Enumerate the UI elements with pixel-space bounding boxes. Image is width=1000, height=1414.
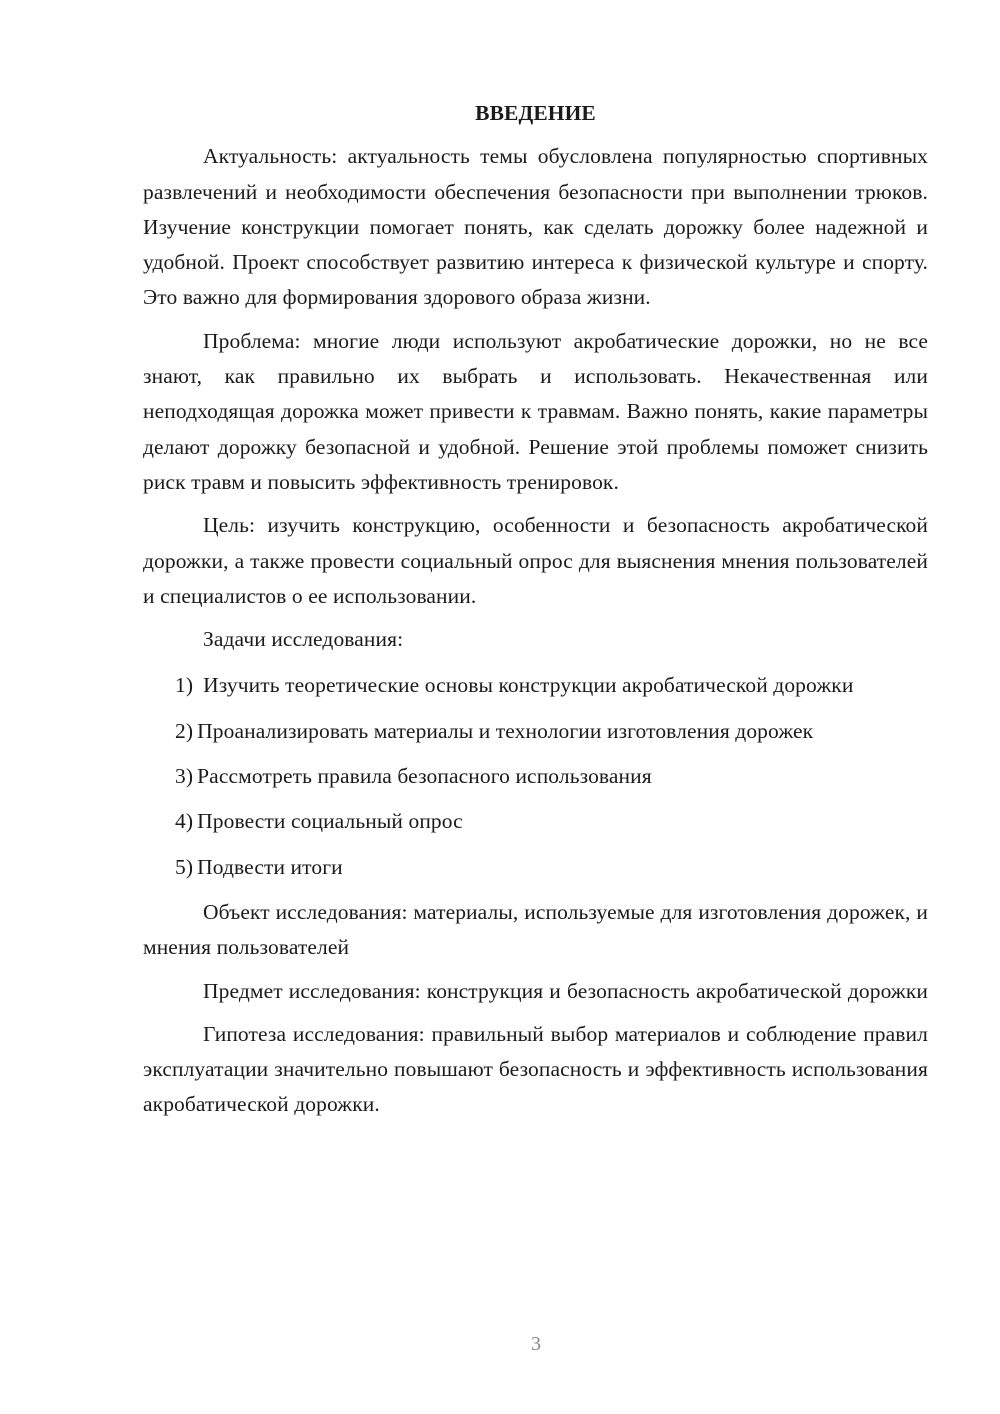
relevance-paragraph: Актуальность: актуальность темы обусловлена популярностью спортивных развлечений и необходимости обеспечения безопасности при выполнении трюков. Изучение конструкции помогает понять, как сделать дорожку более надежной и удобной. Проект способствует развитию интереса к физической культуре и спорту. Это важно для формирования здорового образа жизни. — [143, 144, 928, 310]
hypothesis-paragraph: Гипотеза исследования: правильный выбор материалов и соблюдение правил эксплуатации значительно повышают безопасность и эффективность использования акробатической дорожки. — [143, 1021, 928, 1117]
section-title: ВВЕДЕНИЕ — [475, 101, 596, 125]
task-text: Рассмотреть правила безопасного использования — [197, 764, 652, 789]
object-paragraph: Объект исследования: материалы, используемые для изготовления дорожек, и мнения пользователей — [143, 899, 928, 960]
task-item-3 — [143, 759, 928, 794]
page-content — [143, 96, 928, 1123]
task-number: 3) — [175, 764, 194, 789]
task-item-4 — [143, 804, 928, 839]
task-number: 2) — [175, 718, 194, 743]
task-text: Проанализировать материалы и технологии изготовления дорожек — [197, 718, 814, 743]
task-text: Подвести итоги — [197, 854, 343, 879]
task-number: 4) — [175, 809, 194, 834]
task-text: Провести социальный опрос — [197, 809, 463, 834]
task-item-5 — [143, 850, 928, 885]
goal-paragraph: Цель: изучить конструкцию, особенности и безопасность акробатической дорожки, а также провести социальный опрос для выяснения мнения пользователей и специалистов о ее использовании. — [143, 513, 928, 608]
task-item-2 — [143, 714, 928, 749]
problem-paragraph: Проблема: многие люди используют акробатические дорожки, но не все знают, как правильно их выбрать и использовать. Некачественная или неподходящая дорожка может привести к травмам. Важно понять, какие параметры делают дорожку безопасной и удобной. Решение этой проблемы поможет снизить риск травм и повысить эффективность тренировок. — [143, 328, 928, 494]
task-item-1 — [143, 668, 928, 703]
page-number: 3 — [531, 1333, 541, 1355]
task-number: 1) — [175, 673, 194, 698]
task-text: Изучить теоретические основы конструкции акробатической дорожки — [203, 673, 854, 698]
tasks-label: Задачи исследования: — [203, 627, 404, 652]
subject-paragraph: Предмет исследования: конструкция и безопасность акробатической дорожки — [203, 978, 928, 1003]
task-number: 5) — [175, 854, 194, 879]
